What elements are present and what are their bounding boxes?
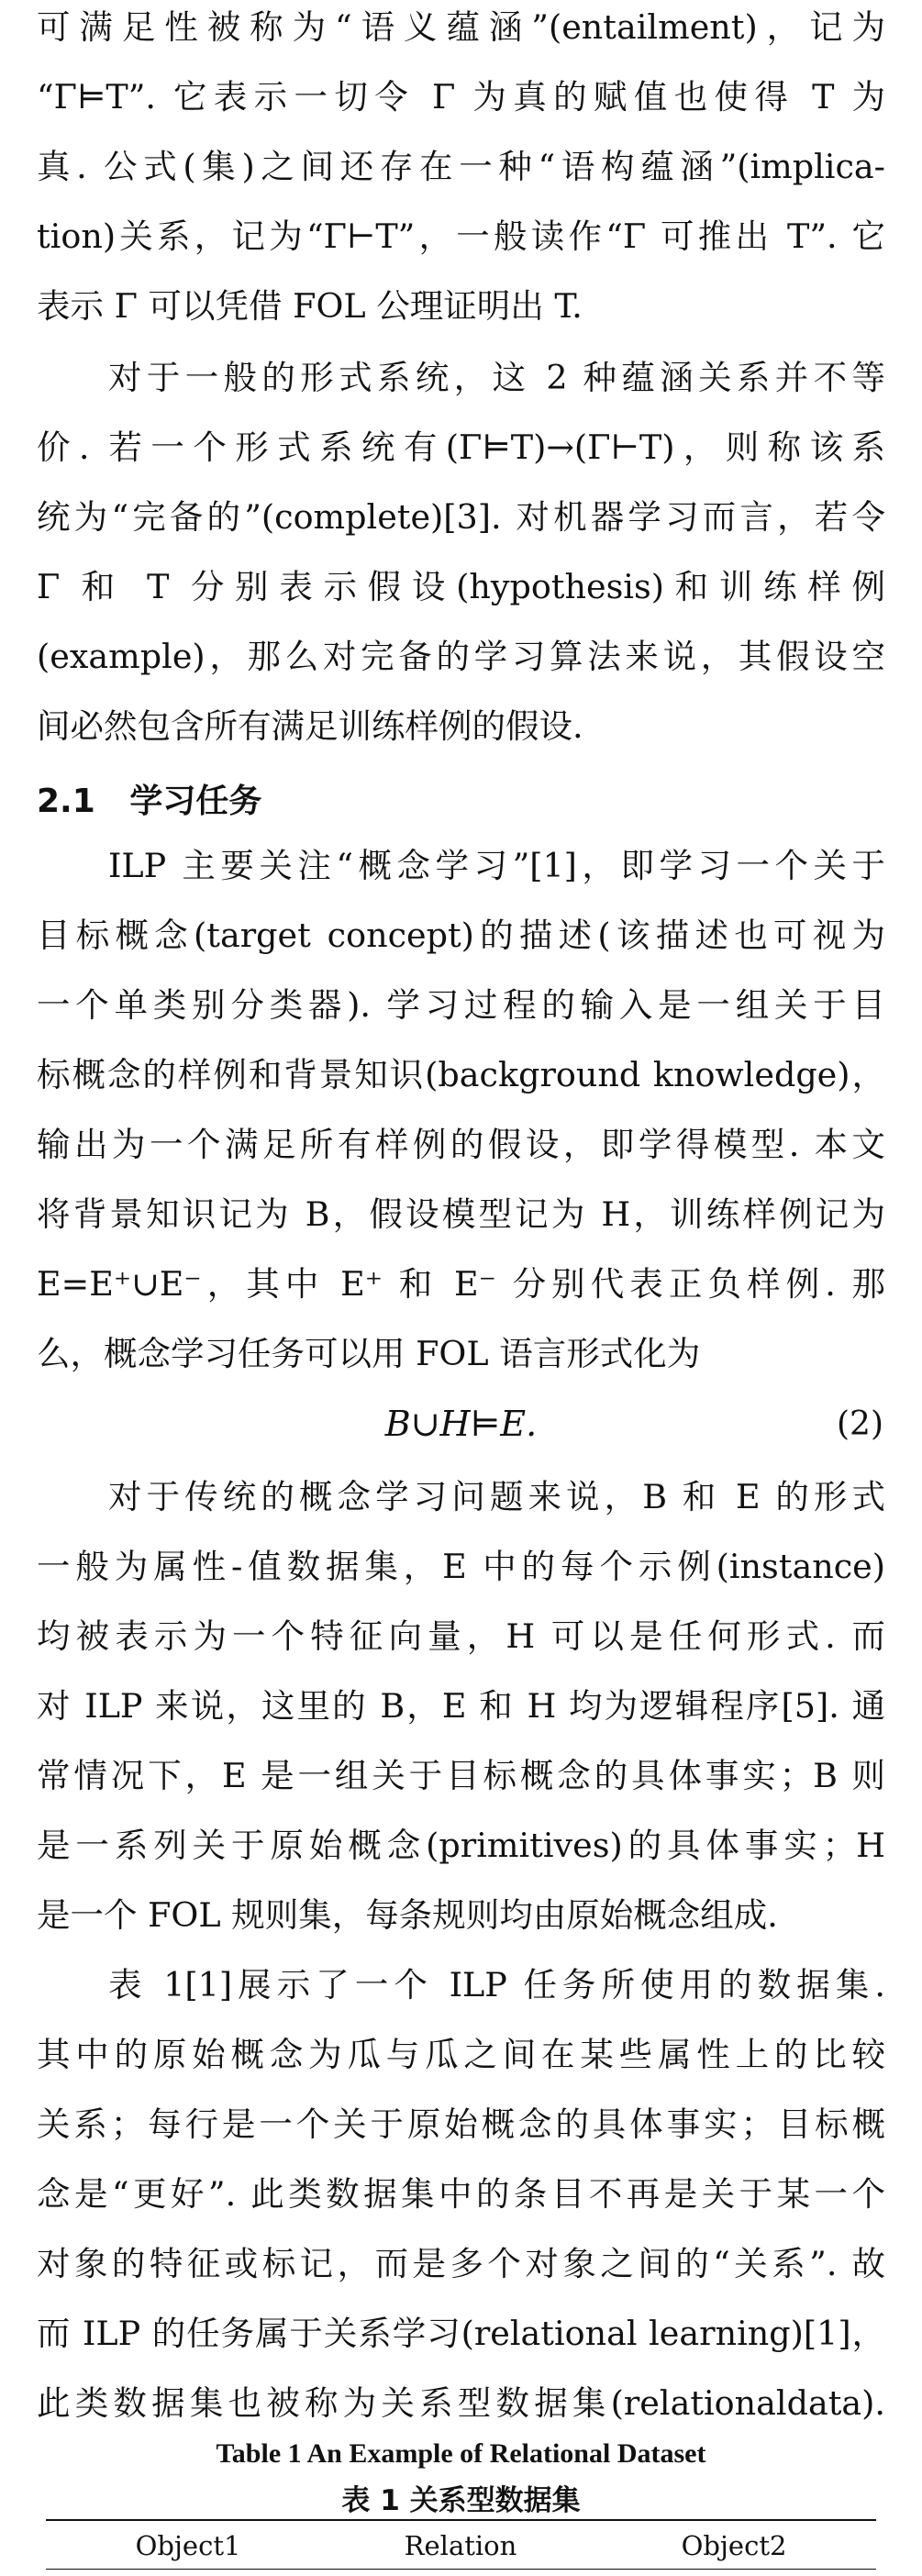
text-line: 统为“完备的”(complete)[3]. 对机器学习而言，若令 (37, 497, 885, 537)
text-line: 标概念的样例和背景知识(background knowledge)， (37, 1055, 885, 1094)
text-line: 一个单类别分类器). 学习过程的输入是一组关于目 (37, 985, 885, 1025)
formula: B∪H⊨E. (384, 1404, 538, 1444)
text-line: 对象的特征或标记，而是多个对象之间的“关系”. 故 (37, 2244, 885, 2283)
text-line: 其中的原始概念为瓜与瓜之间在某些属性上的比较 (37, 2035, 885, 2074)
section-number: 2.1 (37, 783, 95, 820)
text-line: 可满足性被称为“语义蕴涵”(entailment)，记为 (37, 7, 885, 47)
text-line: 对于一般的形式系统，这 2 种蕴涵关系并不等 (108, 358, 885, 397)
text-line: (example)，那么对完备的学习算法来说，其假设空 (37, 637, 885, 676)
table-header-cell: Object2 (681, 2530, 787, 2561)
table-header-cell: Relation (404, 2530, 517, 2561)
text-line: 而 ILP 的任务属于关系学习(relational learning)[1]， (37, 2314, 885, 2353)
text-line: 将背景知识记为 B，假设模型记为 H，训练样例记为 (37, 1194, 885, 1234)
text-line: 常情况下，E 是一组关于目标概念的具体事实；B 则 (37, 1756, 885, 1795)
text-line: 此类数据集也被称为关系型数据集(relationaldata). (37, 2383, 885, 2423)
text-line: 真. 公式(集)之间还存在一种“语构蕴涵”(implica- (37, 147, 885, 186)
table-header-rule (46, 2569, 876, 2570)
text-line: 一般为属性-值数据集，E 中的每个示例(instance) (37, 1547, 885, 1586)
text-line: E=E⁺∪E⁻，其中 E⁺ 和 E⁻ 分别代表正负样例. 那 (37, 1264, 885, 1304)
text-line: 表 1[1]展示了一个 ILP 任务所使用的数据集. (108, 1965, 885, 2004)
text-line: 表示 Γ 可以凭借 FOL 公理证明出 T. (37, 286, 583, 326)
section-title: 学习任务 (129, 783, 262, 820)
table-top-rule (46, 2519, 876, 2521)
text-line: 对于传统的概念学习问题来说，B 和 E 的形式 (108, 1477, 885, 1516)
text-line: 念是“更好”. 此类数据集中的条目不再是关于某一个 (37, 2174, 885, 2214)
section-heading (37, 775, 261, 822)
equation-number: (2) (837, 1405, 883, 1443)
text-line: ILP 主要关注“概念学习”[1]，即学习一个关于 (108, 846, 885, 885)
table-caption-zh: 表 1 关系型数据集 (341, 2484, 581, 2517)
text-line: tion)关系，记为“Γ⊢T”，一般读作“Γ 可推出 T”. 它 (37, 217, 885, 256)
table-header-cell: Object1 (135, 2530, 241, 2561)
text-line: 是一个 FOL 规则集，每条规则均由原始概念组成. (37, 1895, 778, 1935)
table-caption-en: Table 1 An Example of Relational Dataset (216, 2438, 706, 2469)
text-line: 价. 若一个形式系统有(Γ⊨T)→(Γ⊢T)，则称该系 (37, 427, 885, 467)
text-line: 是一系列关于原始概念(primitives)的具体事实；H (37, 1826, 885, 1865)
text-line: Γ 和 T 分别表示假设(hypothesis)和训练样例 (37, 567, 885, 606)
text-line: 对 ILP 来说，这里的 B，E 和 H 均为逻辑程序[5]. 通 (37, 1686, 885, 1726)
text-line: 目标概念(target concept)的描述(该描述也可视为 (37, 916, 885, 955)
text-line: 间必然包含所有满足训练样例的假设. (37, 706, 583, 746)
text-line: 么，概念学习任务可以用 FOL 语言形式化为 (37, 1334, 701, 1373)
text-line: “Γ⊨T”. 它表示一切令 Γ 为真的赋值也使得 T 为 (37, 77, 885, 117)
text-line: 关系；每行是一个关于原始概念的具体事实；目标概 (37, 2104, 885, 2144)
text-line: 均被表示为一个特征向量，H 可以是任何形式. 而 (37, 1616, 885, 1656)
text-line: 输出为一个满足所有样例的假设，即学得模型. 本文 (37, 1125, 885, 1164)
